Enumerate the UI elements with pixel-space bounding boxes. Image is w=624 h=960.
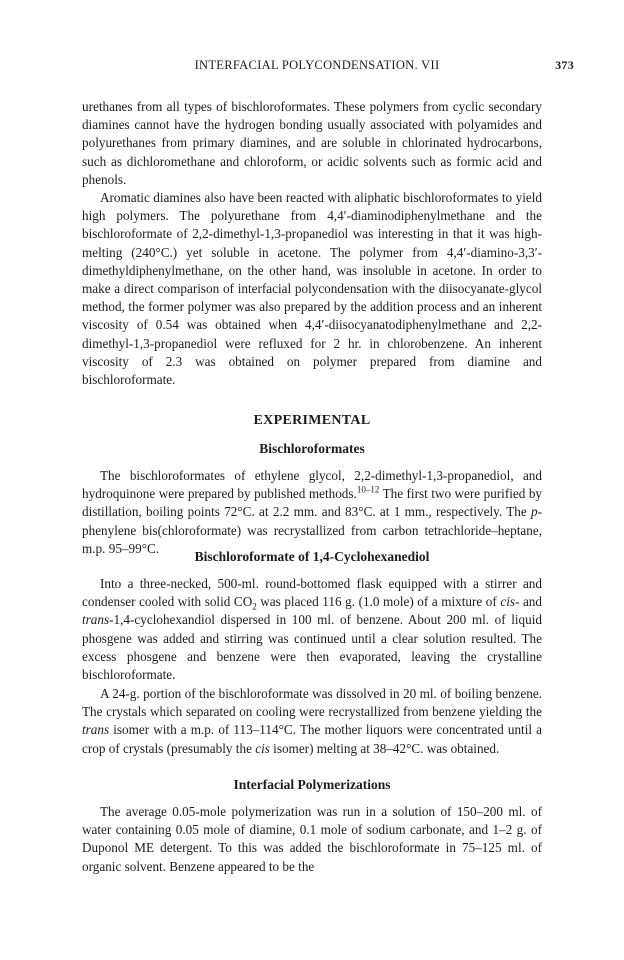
text-run: The bischloroformates of ethylene glycol, 2,2-dimethyl-1,3-propanediol, and hydroquinone were prepared by published methods.: [82, 468, 542, 502]
text-run: - and: [515, 594, 542, 610]
paragraph: [82, 467, 542, 558]
body-paragraph-3: [82, 467, 542, 558]
subscript: 2: [252, 601, 257, 612]
paragraph: urethanes from all types of bischloroformates. These polymers from cyclic secondary diamines cannot have the hydrogen bonding usually associated with polyamides and polyurethanes from primary diamines, and are soluble in chlorinated hydrocarbons, such as dichloromethane and chloroform, or acidic solvents such as formic acid and phenols.: [82, 99, 542, 187]
text-run: The first two were purified by distillation, boiling points 72°C. at 2.2 mm. and 83°C. at 1 mm., respectively. The: [82, 486, 543, 520]
text-run: -phenylene bis(chloroformate) was recrystallized from carbon tetrachloride–heptane, m.p. 95–99°C.: [82, 504, 542, 556]
italic-run: cis: [255, 740, 270, 756]
body-paragraph-2: [82, 189, 542, 389]
italic-run: trans: [82, 722, 110, 738]
text-run: Into a three-necked, 500-ml. round-bottomed flask equipped with a stirrer and condenser cooled with solid CO: [82, 576, 542, 610]
paragraph: The average 0.05-mole polymerization was run in a solution of 150–200 ml. of water containing 0.05 mole of diamine, 0.1 mole of sodium carbonate, and 1–2 g. of Duponol ME detergent. To this was added the bischloroformate in 75–125 ml. of organic solvent. Benzene appeared to be the: [82, 804, 542, 874]
italic-run: cis: [500, 594, 515, 610]
body-paragraph-1: [82, 98, 542, 189]
heading-bischloroformates: Bischloroformates: [259, 441, 365, 456]
italic-run: p: [531, 504, 538, 520]
running-header: [60, 58, 574, 80]
text-run: isomer) melting at 38–42°C. was obtained.: [269, 740, 500, 756]
page-number: 373: [555, 58, 574, 72]
body-paragraph-6: [82, 803, 542, 876]
paragraph: [82, 685, 542, 758]
text-run: isomer with a m.p. of 113–114°C. The mother liquors were concentrated until a crop of crystals (presumably the: [82, 722, 542, 756]
text-run: A 24-g. portion of the bischloroformate was dissolved in 20 ml. of boiling benzene. The crystals which separated on cooling were recrystallized from benzene yielding the: [82, 686, 542, 720]
reference-superscript: 10–12: [356, 484, 380, 495]
running-title: INTERFACIAL POLYCONDENSATION. VII: [194, 58, 440, 72]
heading-interfacial-polymerizations: Interfacial Polymerizations: [233, 777, 391, 792]
text-run: was placed 116 g. (1.0 mole) of a mixture of: [256, 594, 501, 610]
heading-experimental: EXPERIMENTAL: [253, 413, 371, 428]
heading-cyclohexanediol: Bischloroformate of 1,4-Cyclohexanediol: [194, 549, 430, 564]
body-paragraph-5: [82, 685, 542, 758]
text-run: -1,4-cyclohexandiol dispersed in 100 ml. of benzene. About 200 ml. of liquid phosgene was added and stirring was continued until a clear solution resulted. The excess phosgene and benzene were then evaporated, leaving the crystalline bischloroformate.: [82, 612, 542, 683]
italic-run: trans: [82, 612, 110, 628]
paragraph: Aromatic diamines also have been reacted with aliphatic bischloroformates to yield high polymers. The polyurethane from 4,4′-diaminodiphenylmethane and the bischloroformate of 2,2-dimethyl-1,3-propanediol was interesting in that it was high-melting (240°C.) yet soluble in acetone. The polymer from 4,4′-diamino-3,3′-dimethyldiphenylmethane, on the other hand, was insoluble in acetone. In order to make a direct comparison of interfacial polycondensation with the diisocyanate-glycol method, the former polymer was also prepared by the addition process and an inherent viscosity of 0.54 was obtained when 4,4′-diisocyanatodiphenylmethane and 2,2-dimethyl-1,3-propanediol were refluxed for 2 hr. in chlorobenzene. An inherent viscosity of 2.3 was obtained on polymer prepared from diamine and bischloroformate.: [82, 190, 542, 388]
paragraph: [82, 575, 542, 684]
body-paragraph-4: [82, 575, 542, 684]
